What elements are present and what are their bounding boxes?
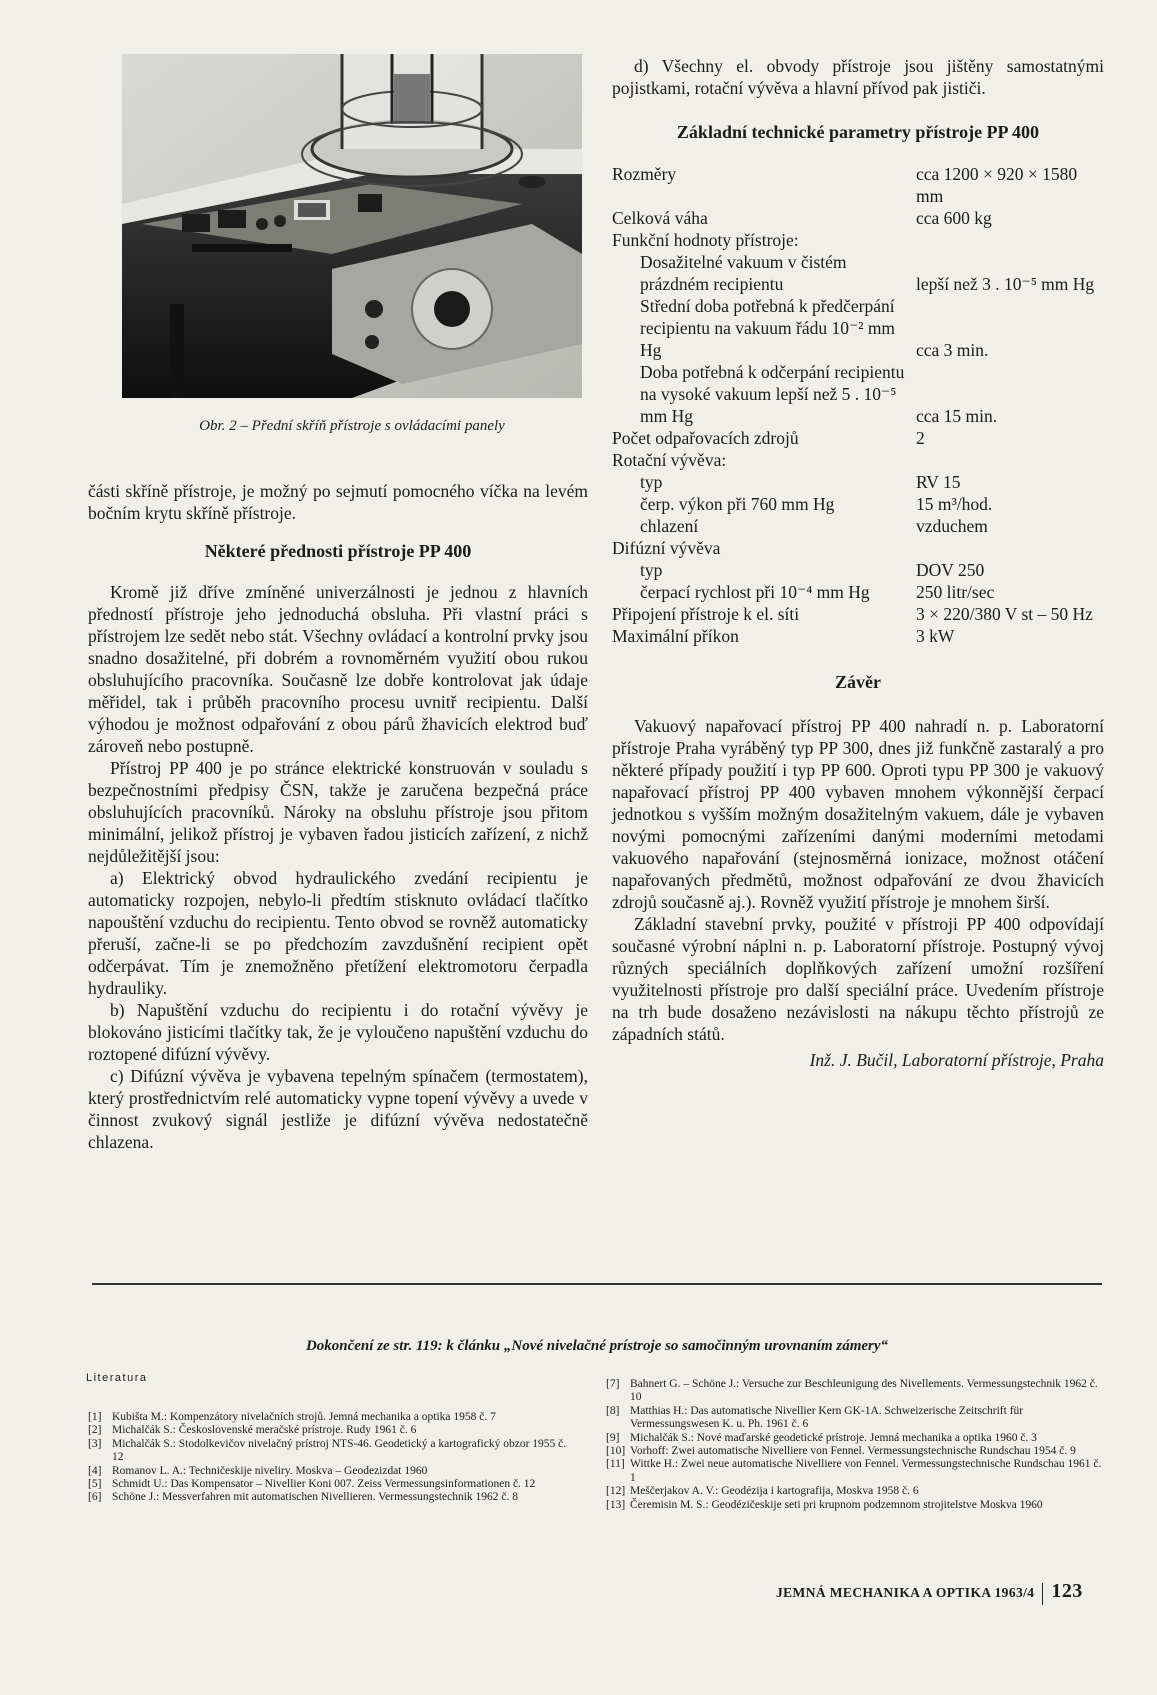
reference-item: [88, 1491, 580, 1504]
paragraph: Přístroj PP 400 je po stránce elektrické konstruován v souladu s bezpečnostními předpisy ČSN, takže je zaručena bezpečná práce obsluhujících pracovníků. Nároky na obsluhu přístroje jsou přitom minimální, jelikož přístroj je vybaven řadou jisticích zařízení, z nichž nejdůležitější jsou:: [88, 758, 588, 866]
param-row: [612, 207, 1104, 229]
reference-number: [4]: [88, 1464, 102, 1477]
param-label: Funkční hodnoty přístroje:: [612, 230, 799, 250]
param-row: [612, 603, 1104, 625]
param-label: chlazení: [640, 516, 699, 536]
page-number: 123: [1051, 1580, 1083, 1602]
reference-item: [88, 1465, 580, 1478]
references-right: [606, 1378, 1102, 1512]
reference-item: [606, 1445, 1102, 1458]
param-row: [612, 581, 1104, 603]
instrument-photo: [122, 54, 582, 398]
reference-number: [11]: [606, 1458, 625, 1471]
param-value: 3 kW: [916, 626, 955, 646]
param-value: [914, 229, 1104, 251]
reference-text: Wittke H.: Zwei neue automatische Nivelliere von Fennel. Vermessungstechnische Rundschau 1961 č. 1: [630, 1458, 1102, 1484]
param-label: Rotační vývěva:: [612, 450, 727, 470]
reference-number: [8]: [606, 1404, 620, 1417]
reference-item: [88, 1438, 580, 1465]
paragraph: Kromě již dříve zmíněné univerzálnosti je jednou z hlavních předností přístroje jeho jednoduchá obsluha. Při vlastní práci s přístrojem lze sedět nebo stát. Všechny ovládací a kontrolní prvky jsou snadno dosažitelné, při dobrém a rovnoměrném využití obou rukou obsluhujícího pracovníka. Současně lze dobře kontrolovat jak údaje měřidel, tak i průběh pracovního procesu uvnitř recipientu. Další výhodou je možnost odpařování z obou párů žhavicích elektrod buď zároveň nebo postupně.: [88, 582, 588, 756]
figure-caption: Obr. 2 – Přední skříň přístroje s ovládacími panely: [199, 418, 505, 434]
right-intro: d) Všechny el. obvody přístroje jsou jištěny samostatnými pojistkami, rotační vývěva a hlavní přívod pak jističi.: [612, 56, 1104, 98]
param-row: [612, 295, 1104, 361]
param-value: lepší než 3 . 10⁻⁵ mm Hg: [916, 274, 1095, 294]
reference-text: Romanov L. A.: Techničeskije niveliry. Moskva – Geodezizdat 1960: [112, 1464, 428, 1477]
param-value: [914, 449, 1104, 471]
reference-item: [606, 1458, 1102, 1485]
param-row: [612, 559, 1104, 581]
reference-text: Vorhoff: Zwei automatische Nivelliere von Fennel. Vermessungstechnische Rundschau 1954 č. 9: [630, 1445, 1076, 1458]
paragraph: a) Elektrický obvod hydraulického zvedání recipientu je automaticky rozpojen, nebylo-li předtím stisknuto ovládací tlačítko napouštění vzduchu do recipientu. Tento obvod se rovněž automaticky přeruší, začne-li se po předchozím zavzdušnění recipient opět odčerpávat. Tím je znemožněno přetížení elektromotoru čerpadla hydrauliky.: [88, 868, 588, 998]
reference-number: [5]: [88, 1478, 102, 1491]
reference-text: Schöne J.: Messverfahren mit automatischen Nivellieren. Vermessungstechnik 1962 č. 8: [112, 1491, 519, 1504]
param-value: DOV 250: [916, 560, 985, 580]
reference-text: Matthias H.: Das automatische Nivellier Kern GK-1A. Schweizerische Zeitschrift für Vermessungswesen K. u. Ph. 1961 č. 6: [630, 1404, 1024, 1431]
param-label: Připojení přístroje k el. síti: [612, 604, 800, 624]
param-label: Doba potřebná k odčerpání recipientu na vysoké vakuum lepší než 5 . 10⁻⁵ mm Hg: [640, 362, 905, 426]
param-row: [612, 229, 1104, 251]
reference-item: [88, 1478, 580, 1491]
reference-text: Kubišta M.: Kompenzátory nivelačních strojů. Jemná mechanika a optika 1958 č. 7: [112, 1411, 496, 1423]
reference-number: [1]: [88, 1411, 102, 1423]
reference-text: Michalčák S.: Stodolkevičov nivelačný prístroj NTS-46. Geodetický a kartografický obzor 1955 č. 12: [112, 1437, 567, 1464]
reference-text: Schmidt U.: Das Kompensator – Nivellier Koni 007. Zeiss Vermessungsinformationen č. 12: [112, 1478, 536, 1491]
right-column: [612, 55, 1104, 1089]
reference-item: [606, 1499, 1102, 1512]
param-value: cca 3 min.: [916, 340, 989, 360]
reference-number: [9]: [606, 1431, 620, 1444]
paragraph: b) Napuštění vzduchu do recipientu i do rotační vývěvy je blokováno jisticími tlačítky tak, že je vyloučeno napuštění vzduchu do roztopené difúzní vývěvy.: [88, 1000, 588, 1064]
page-footer: [776, 1580, 1083, 1605]
literature-heading: Literatura: [86, 1372, 148, 1384]
left-column: [88, 480, 588, 1153]
reference-item: [606, 1405, 1102, 1432]
param-row: [612, 471, 1104, 493]
reference-number: [3]: [88, 1437, 102, 1450]
param-label: Celková váha: [612, 208, 708, 228]
param-value: [914, 537, 1104, 559]
paragraph: Vakuový napařovací přístroj PP 400 nahradí n. p. Laboratorní přístroje Praha vyráběný typ PP 300, dnes již funkčně zastaralý a pro některé případy použití i typ PP 600. Oproti typu PP 300 je vakuový napařovací přístroj PP 400 vybaven mnohem výkonnější čerpací jednotkou s vyšším možným dosažitelným vakuem, dále je vybaven novými pomocnými zařízeními danými moderními metodami vakuového napařování (stejnosměrná ionizace, možnost otáčení napařovaných předmětů, možnost odpařování ze dvou žhavicích zdrojů současně aj.). Rovněž využití přístroje je mnohem širší.: [612, 716, 1104, 912]
param-row: [612, 251, 1104, 295]
reference-text: Meščerjakov A. V.: Geodézija i kartografija, Moskva 1958 č. 6: [630, 1485, 919, 1498]
reference-number: [7]: [606, 1378, 620, 1390]
reference-item: [88, 1411, 580, 1424]
param-row: [612, 493, 1104, 515]
param-label: Rozměry: [612, 164, 677, 184]
param-label: Dosažitelné vakuum v čistém prázdném recipientu: [640, 252, 847, 294]
param-value: vzduchem: [916, 516, 988, 536]
conclusion-heading: Závěr: [835, 672, 881, 692]
reference-number: [10]: [606, 1445, 626, 1458]
param-row: [612, 625, 1104, 647]
reference-item: [88, 1424, 580, 1437]
section-heading-advantages: Některé přednosti přístroje PP 400: [204, 541, 472, 561]
reference-item: [606, 1378, 1102, 1405]
author-signature: Inž. J. Bučil, Laboratorní přístroje, Praha: [809, 1050, 1104, 1070]
reference-number: [12]: [606, 1485, 626, 1498]
reference-text: Michalčák S.: Nové maďarské geodetické prístroje. Jemná mechanika a optika 1960 č. 3: [630, 1431, 1037, 1444]
param-label: čerp. výkon při 760 mm Hg: [640, 494, 835, 514]
param-value: RV 15: [916, 472, 961, 492]
param-row: [612, 427, 1104, 449]
param-value: cca 600 kg: [916, 208, 992, 228]
left-intro: části skříně přístroje, je možný po sejmutí pomocného víčka na levém bočním krytu skříně přístroje.: [88, 481, 588, 523]
param-label: Maximální příkon: [612, 626, 739, 646]
params-heading: Základní technické parametry přístroje PP 400: [676, 122, 1040, 142]
param-row: [612, 163, 1104, 207]
param-label: Střední doba potřebná k předčerpání recipientu na vakuum řádu 10⁻² mm Hg: [640, 296, 896, 360]
divider: [92, 1283, 1102, 1285]
param-value: cca 15 min.: [916, 406, 998, 426]
param-value: 250 litr/sec: [916, 582, 995, 602]
references-left: [88, 1411, 580, 1505]
param-row: [612, 449, 1104, 471]
footer-divider: [1042, 1583, 1043, 1605]
continuation-note: Dokončení ze str. 119: k článku „Nové nivelačné prístroje so samočinným urovnaním zámery“: [305, 1338, 889, 1354]
journal-name: JEMNÁ MECHANIKA A OPTIKA 1963/4: [776, 1585, 1035, 1600]
param-value: 15 m³/hod.: [916, 494, 993, 514]
reference-text: Michalčák S.: Československé meračské prístroje. Rudy 1961 č. 6: [112, 1424, 417, 1437]
reference-item: [606, 1485, 1102, 1498]
param-row: [612, 361, 1104, 427]
reference-number: [6]: [88, 1491, 102, 1504]
param-label: typ: [640, 560, 663, 580]
param-row: [612, 515, 1104, 537]
param-value: 3 × 220/380 V st – 50 Hz: [916, 604, 1093, 624]
paragraph: c) Difúzní vývěva je vybavena tepelným spínačem (termostatem), který prostřednictvím relé automaticky vypne topení vývěvy a uvede v činnost zvukový signál jestliže je difúzní vývěva nedostatečně chlazena.: [88, 1066, 588, 1152]
param-label: Počet odpařovacích zdrojů: [612, 428, 799, 448]
param-value: 2: [916, 428, 925, 448]
reference-text: Bahnert G. – Schöne J.: Versuche zur Beschleunigung des Nivellements. Vermessungstechnik 1962 č. 10: [630, 1378, 1098, 1404]
params-table: [612, 163, 1104, 647]
param-label: Difúzní vývěva: [612, 538, 721, 558]
param-value: cca 1200 × 920 × 1580 mm: [916, 164, 1078, 206]
reference-text: Čeremisin M. S.: Geodézičeskije seti pri krupnom podzemnom strojitelstve Moskva 1960: [630, 1498, 1043, 1511]
reference-number: [2]: [88, 1424, 102, 1437]
param-label: čerpací rychlost při 10⁻⁴ mm Hg: [640, 582, 870, 602]
reference-item: [606, 1432, 1102, 1445]
paragraph: Základní stavební prvky, použité v přístroji PP 400 odpovídají současné výrobní náplni n. p. Laboratorní přístroje. Postupný vývoj různých speciálních doplňkových zařízení umožní rozšíření využitelnosti přístroje pro další speciální práce. Uvedením přístroje na trh bude dosaženo nezávislosti na nákupu těchto přístrojů ze západních států.: [612, 914, 1104, 1044]
param-label: typ: [640, 472, 663, 492]
reference-number: [13]: [606, 1498, 626, 1511]
param-row: [612, 537, 1104, 559]
